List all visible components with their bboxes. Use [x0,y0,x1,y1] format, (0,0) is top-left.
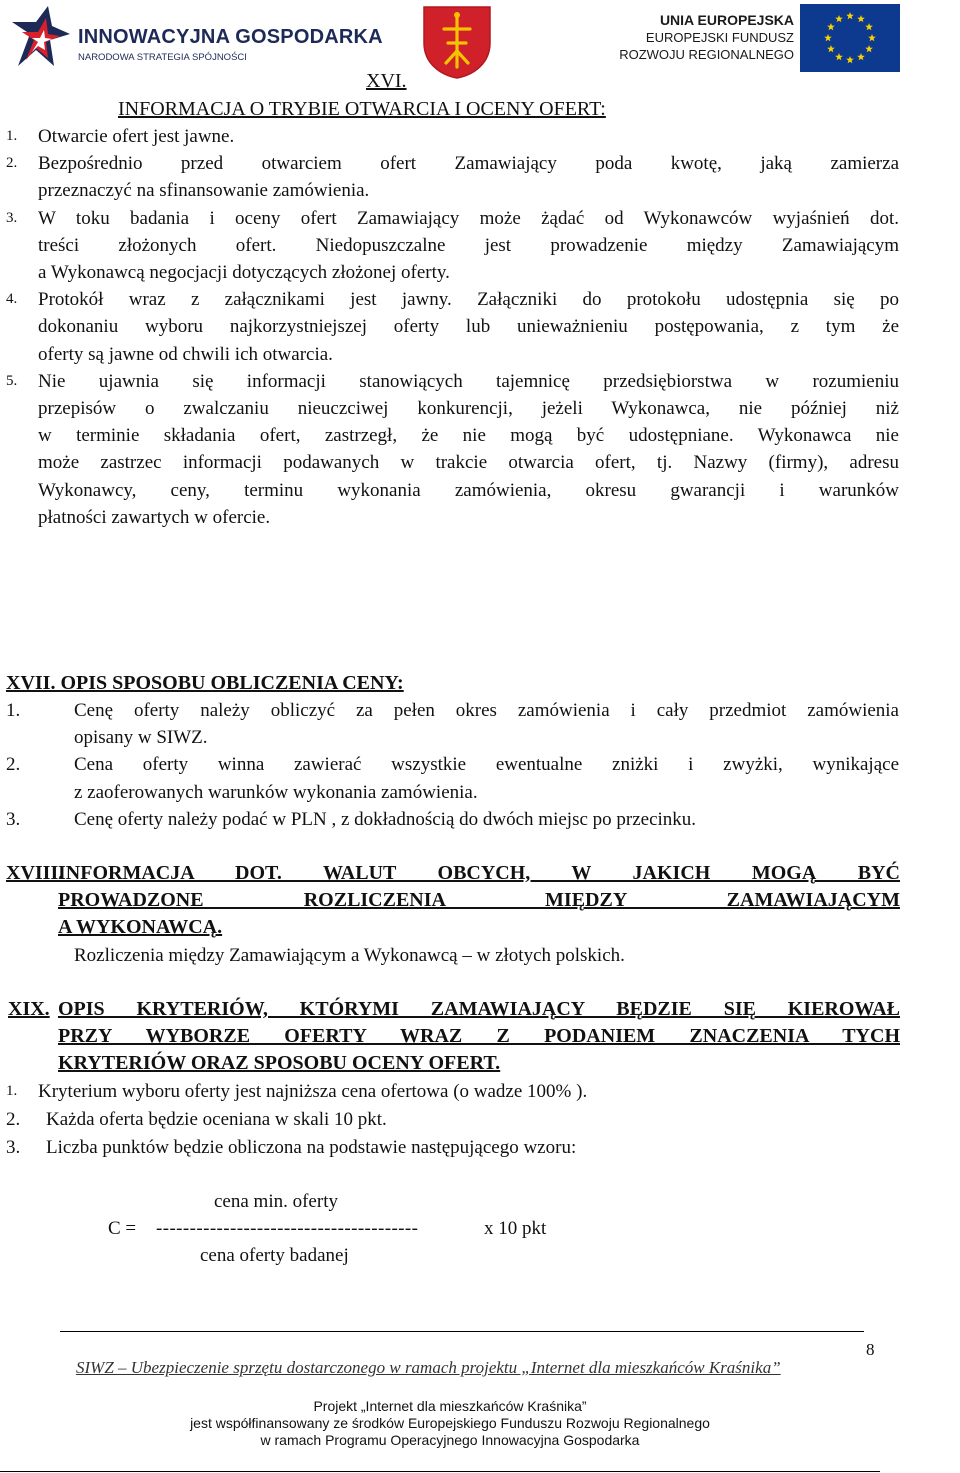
list-item-line: z zaoferowanych warunków wykonania zamówienia. [74,781,478,803]
eu-line-1: UNIA EUROPEJSKA [659,12,794,28]
list-item-number: 2. [6,754,21,776]
formula-rhs: x 10 pkt [484,1218,547,1239]
list-item-line: oferty są jawne od chwili ich otwarcia. [38,343,333,365]
ig-title: INNOWACYJNA GOSPODARKA [78,26,383,48]
list-item-line: płatności zawartych w ofercie. [38,506,271,528]
crest-icon [420,3,494,79]
list-item-line: Nie ujawnia się informacji stanowiących tajemnicę przedsiębiorstwa w rozumieniu [38,370,899,392]
list-item-number: 3. [6,209,18,226]
section-18-title-line-2: PROWADZONE ROZLICZENIA MIĘDZY ZAMAWIAJĄCYM [58,889,900,911]
list-item-number: 3. [6,808,21,830]
list-item-line: przeznaczyć na sfinansowanie zamówienia. [38,180,370,202]
section-19-number: XIX. [8,998,50,1020]
eu-line-2: EUROPEJSKI FUNDUSZ [645,30,794,45]
list-item-text: Liczba punktów będzie obliczona na podstawie następującego wzoru: [46,1137,577,1158]
list-item-number: 5. [6,372,18,389]
list-item-text: Każda oferta będzie oceniana w skali 10 pkt. [46,1109,387,1130]
list-item-line: Wykonawcy, ceny, terminu wykonania zamówienia, okresu gwarancji i warunków [38,479,899,501]
list-item-line: w terminie składania ofert, zastrzegł, że nie mogą być udostępniane. Wykonawca nie [38,425,899,447]
section-18-title-line-1: INFORMACJA DOT. WALUT OBCYCH, W JAKICH MOGĄ BYĆ [58,862,900,884]
list-item-number: 2. [6,155,18,172]
eu-line-3: ROZWOJU REGIONALNEGO [619,47,794,62]
footer-rule [60,1331,864,1332]
list-item-line: opisany w SIWZ. [74,727,208,749]
section-17-title: XVII. OPIS SPOSOBU OBLICZENIA CENY: [6,672,404,694]
section-18-title [58,860,900,941]
eu-flag-icon [800,4,900,72]
list-item-number: 1. [6,1083,18,1099]
list-item-line: W toku badania i oceny ofert Zamawiający może żądać od Wykonawców wyjaśnień dot. [38,207,899,229]
list-item-line: Cenę oferty należy obliczyć za pełen okres zamówienia i cały przedmiot zamówienia [74,700,899,721]
ig-star-icon [10,4,72,70]
section-16-title: INFORMACJA O TRYBIE OTWARCIA I OCENY OFERT: [118,98,606,120]
list-item-number: 1. [6,128,18,144]
footer-line-3: w ramach Programu Operacyjnego Innowacyjna Gospodarka [260,1432,640,1448]
innowacyjna-gospodarka-logo [10,4,383,70]
list-item-line: Cena oferty winna zawierać wszystkie ewentualne zniżki i zwyżki, wynikające [74,754,899,776]
footer-project [0,1398,900,1449]
section-19-title-line-3: KRYTERIÓW ORAZ SPOSOBU OCENY OFERT. [58,1052,501,1074]
list-item-line: może zastrzec informacji podawanych w trakcie otwarcia ofert, tj. Nazwy (firmy), adresu [38,452,899,474]
list-item-line: przepisów o zwalczaniu nieuczciwej konkurencji, jeżeli Wykonawca, nie później niż [38,398,899,419]
formula-fraction-bar: --------------------------------------- [156,1218,419,1239]
footer-bottom-rule [0,1471,880,1472]
list-item-line: dokonaniu wyboru najkorzystniejszej oferty lub unieważnieniu postępowania, z tym że [38,316,899,338]
list-item-number: 1. [6,700,21,721]
eu-text-block [618,12,794,63]
section-19-title [58,996,900,1077]
list-item-line: a Wykonawcą negocjacji dotyczących złożonej oferty. [38,262,450,283]
section-19-title-line-1: OPIS KRYTERIÓW, KTÓRYMI ZAMAWIAJĄCY BĘDZIE SIĘ KIEROWAŁ [58,998,900,1020]
section-18-body: Rozliczenia między Zamawiającym a Wykonawcą – w złotych polskich. [74,945,625,966]
list-item-number: 4. [6,291,18,308]
list-item-number: 3. [6,1137,21,1158]
footer-line-2: jest współfinansowany ze środków Europejskiego Funduszu Rozwoju Regionalnego [190,1415,710,1431]
footer-line-1: Projekt „Internet dla mieszkańców Kraśnika” [313,1398,587,1414]
ig-subtitle: NARODOWA STRATEGIA SPÓJNOŚCI [78,52,247,63]
formula-lhs: C = [108,1218,137,1239]
list-item-line: Bezpośrednio przed otwarciem ofert Zamawiający poda kwotę, jaką zamierza [38,153,899,175]
section-18-number: XVIII. [6,862,64,884]
list-item-line: Otwarcie ofert jest jawne. [38,126,235,147]
page-number: 8 [866,1340,875,1359]
list-item-text: Kryterium wyboru oferty jest najniższa cena ofertowa (o wadze 100% ). [38,1081,588,1102]
list-item-line: Protokół wraz z załącznikami jest jawny. Załączniki do protokołu udostępnia się po [38,289,899,311]
list-item-number: 2. [6,1109,21,1130]
list-item-line: Cenę oferty należy podać w PLN , z dokładnością do dwóch miejsc po przecinku. [74,808,697,830]
formula-numerator: cena min. oferty [214,1191,338,1212]
list-item-line: treści złożonych ofert. Niedopuszczalne jest prowadzenie między Zamawiającym [38,234,899,256]
footer-siwz: SIWZ – Ubezpieczenie sprzętu dostarczonego w ramach projektu „Internet dla mieszkańców Kraśnika” [76,1358,781,1377]
formula-denominator: cena oferty badanej [200,1245,349,1266]
section-19-title-line-2: PRZY WYBORZE OFERTY WRAZ Z PODANIEM ZNACZENIA TYCH [58,1025,900,1047]
section-16-number: XVI. [366,70,407,92]
section-18-title-line-3: A WYKONAWCĄ. [58,916,223,938]
